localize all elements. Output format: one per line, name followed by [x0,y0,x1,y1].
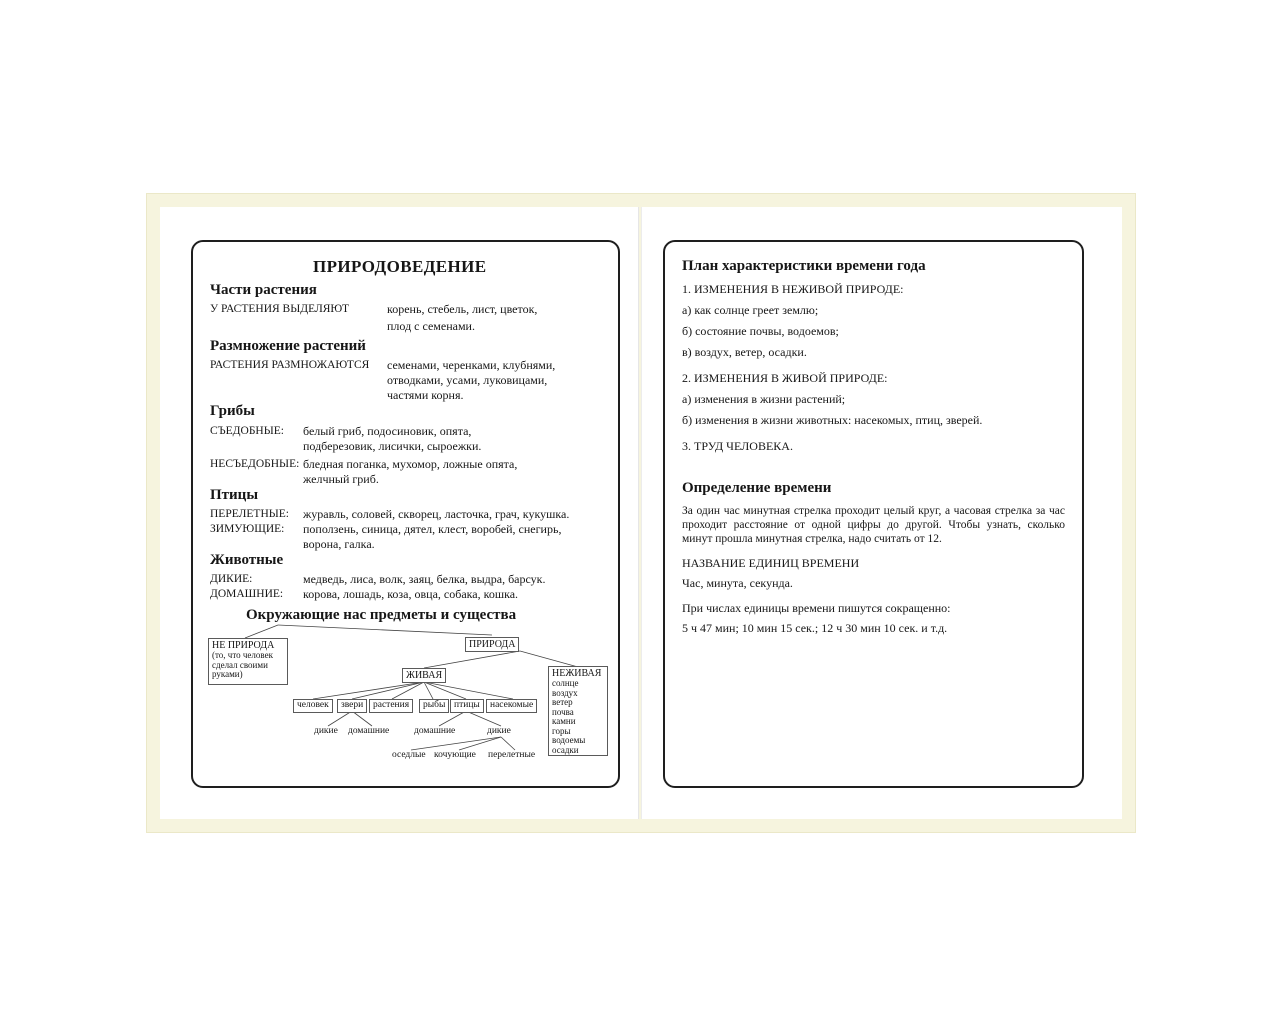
plant-parts-label: У РАСТЕНИЯ ВЫДЕЛЯЮТ [210,303,349,315]
not-nature-note-1: (то, что человек [212,650,273,660]
nonliving-box [548,666,608,756]
plant-parts-line2: плод с семенами. [387,319,475,333]
not-nature-note-2: сделал своими [212,659,268,670]
wild-animals-label: ДИКИЕ: [210,573,253,585]
animals-heading: Животные [210,552,284,568]
living-box [402,668,446,683]
wild-birds-sedentary: оседлые [392,750,426,760]
reproduction-line3: частями корня. [387,388,464,402]
plan-item-1a: а) как солнце греет землю; [682,303,819,317]
edible-label: СЪЕДОБНЫЕ: [210,425,284,437]
beasts-domestic: домашние [348,726,390,736]
plan-section-3: 3. ТРУД ЧЕЛОВЕКА. [682,439,793,453]
living-item-insects: насекомые [486,699,537,713]
nonliving-label: НЕЖИВАЯ [552,668,602,679]
nonliving-item: ветер [552,697,573,707]
inedible-label: НЕСЪЕДОБНЫЕ: [210,458,300,470]
nonliving-item: водоемы [552,735,586,745]
abbreviation-example: 5 ч 47 мин; 10 мин 15 сек.; 12 ч 30 мин 10 сек. и т.д. [682,621,948,635]
plant-parts-line1: корень, стебель, лист, цветок, [387,302,538,316]
birds-domestic: домашние [414,726,456,736]
inedible-line1: бледная поганка, мухомор, ложные опята, [303,457,518,471]
wild-birds-nomadic: кочующие [434,750,476,760]
domestic-animals-text: корова, лошадь, коза, овца, собака, кошка. [303,587,519,601]
wintering-line2: ворона, галка. [303,537,375,551]
plan-section-1: 1. ИЗМЕНЕНИЯ В НЕЖИВОЙ ПРИРОДЕ: [682,282,904,296]
living-item-plants: растения [369,699,413,713]
nonliving-item: солнце [552,678,579,688]
time-units: Час, минута, секунда. [682,576,793,590]
living-item-beasts: звери [337,699,367,713]
nonliving-item: камни [552,716,576,726]
reproduction-line2: отводками, усами, луковицами, [387,373,548,387]
plan-item-1b: б) состояние почвы, водоемов; [682,324,839,338]
reproduction-heading: Размножение растений [210,338,366,354]
diagram-heading: Окружающие нас предметы и существа [246,607,517,623]
plant-parts-heading: Части растения [210,282,317,298]
inedible-line2: желчный гриб. [303,472,379,486]
mushrooms-heading: Грибы [210,403,255,419]
abbreviation-note: При числах единицы времени пишутся сокращенно: [682,601,951,615]
living-item-birds: птицы [450,699,484,713]
nature-label: ПРИРОДА [469,639,516,650]
birds-wild: дикие [487,726,511,736]
living-label: ЖИВАЯ [406,670,443,681]
nonliving-item: воздух [552,687,578,698]
plan-item-2a: а) изменения в жизни растений; [682,392,846,406]
nonliving-item: почва [552,706,574,717]
nonliving-item: горы [552,725,571,736]
not-nature-note-3: руками) [212,669,243,679]
edible-line1: белый гриб, подосиновик, опята, [303,424,472,438]
nature-box [465,637,519,652]
wild-birds-migratory: перелетные [488,750,536,760]
wintering-line1: поползень, синица, дятел, клест, воробей, снегирь, [303,522,562,536]
edible-line2: подберезовик, лисички, сыроежки. [303,439,482,453]
plan-section-2: 2. ИЗМЕНЕНИЯ В ЖИВОЙ ПРИРОДЕ: [682,371,888,385]
wild-animals-text: медведь, лиса, волк, заяц, белка, выдра, барсук. [303,572,546,586]
living-item-fish: рыбы [419,699,449,713]
migratory-text: журавль, соловей, скворец, ласточка, грач, кукушка. [303,507,570,521]
beasts-wild: дикие [314,726,338,736]
migratory-label: ПЕРЕЛЕТНЫЕ: [210,508,290,520]
reproduction-label: РАСТЕНИЯ РАЗМНОЖАЮТСЯ [210,359,370,371]
time-paragraph: За один час минутная стрелка проходит целый круг, а часовая стрелка за час проходит расстояние от одной цифры до другой. Чтобы узнать, сколько минут прошла минутная стрелка, надо считать от 12. [682,505,1065,545]
nonliving-item: осадки [552,744,579,755]
not-nature-label: НЕ ПРИРОДА [212,640,275,651]
reproduction-line1: семенами, черенками, клубнями, [387,358,556,372]
domestic-animals-label: ДОМАШНИЕ: [210,588,284,600]
plan-heading: План характеристики времени года [682,258,926,274]
plan-item-1c: в) воздух, ветер, осадки. [682,345,807,359]
living-item-human: человек [293,699,333,713]
not-nature-box [208,638,288,685]
birds-heading: Птицы [210,487,259,503]
plan-item-2b: б) изменения в жизни животных: насекомых, птиц, зверей. [682,413,983,427]
time-units-heading: НАЗВАНИЕ ЕДИНИЦ ВРЕМЕНИ [682,556,860,570]
time-heading: Определение времени [682,480,832,496]
page-title: ПРИРОДОВЕДЕНИЕ [313,257,487,276]
wintering-label: ЗИМУЮЩИЕ: [210,523,285,535]
